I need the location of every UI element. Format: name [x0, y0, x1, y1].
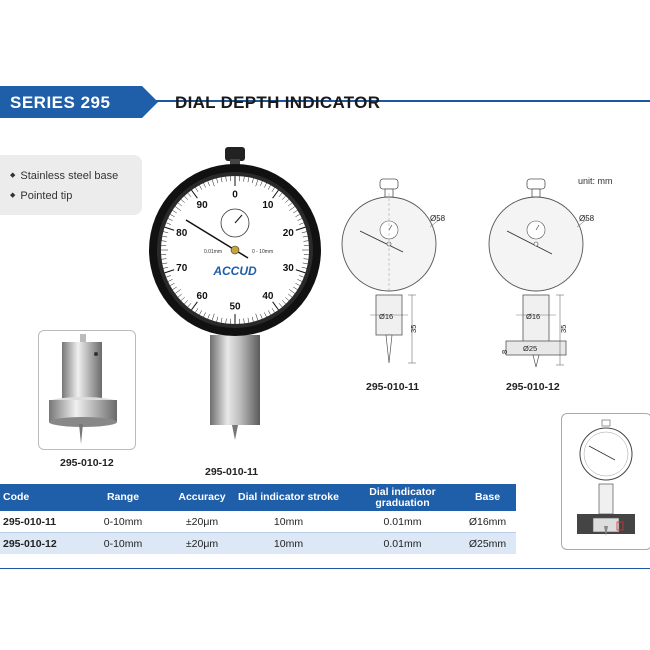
dial-number: 60 — [196, 290, 208, 302]
feature-item: ◆ Pointed tip — [10, 190, 73, 202]
dial-number: 40 — [262, 290, 274, 302]
col-header-base: Base — [459, 484, 516, 511]
cell-range: 0-10mm — [73, 533, 173, 555]
dial-number: 0 — [232, 189, 238, 201]
cell-accuracy: ±20μm — [173, 533, 231, 555]
page-title: DIAL DEPTH INDICATOR — [175, 93, 381, 112]
dim-base-25: Ø25 — [523, 344, 538, 353]
cell-code: 295-010-11 — [0, 511, 73, 533]
drawing-right-caption: 295-010-12 — [506, 381, 560, 393]
col-header-graduation: Dial indicator graduation — [346, 484, 459, 511]
col-header-accuracy: Accuracy — [173, 484, 231, 511]
cell-accuracy: ±20μm — [173, 511, 231, 533]
cell-base: Ø25mm — [459, 533, 516, 555]
spec-table — [0, 484, 516, 554]
col-header-range: Range — [73, 484, 173, 511]
dial-number: 30 — [282, 262, 294, 274]
cell-stroke: 10mm — [231, 533, 346, 555]
base-photo-caption: 295-010-12 — [60, 457, 114, 469]
dim-stem-16: Ø16 — [526, 312, 541, 321]
dim-diameter-58: Ø58 — [430, 214, 446, 223]
usage-illustration — [565, 418, 647, 544]
drawing-left-caption: 295-010-11 — [366, 381, 420, 393]
main-photo-caption: 295-010-11 — [205, 466, 259, 478]
bullet-icon: ◆ — [10, 172, 16, 179]
dim-base-height-8: 8 — [500, 349, 509, 354]
footer-rule — [0, 568, 650, 569]
bullet-icon: ◆ — [10, 192, 16, 199]
table-row — [0, 533, 516, 555]
dial-number: 10 — [262, 200, 274, 212]
dim-height-35: 35 — [559, 324, 568, 333]
feature-item: ◆ Stainless steel base — [10, 170, 119, 182]
col-header-stroke: Dial indicator stroke — [231, 484, 346, 511]
drawing-295-010-12 — [480, 175, 610, 370]
table-header-row — [0, 484, 516, 511]
table-row — [0, 511, 516, 533]
dial-number: 50 — [229, 301, 241, 313]
brand-logo: ACCUD — [213, 264, 257, 278]
dim-diameter-58: Ø58 — [579, 214, 595, 223]
drawing-295-010-11 — [330, 175, 460, 370]
dial-range-text: 0 - 10mm — [252, 249, 274, 255]
cell-graduation: 0.01mm — [346, 533, 459, 555]
unit-note: unit: mm — [578, 176, 613, 186]
dial-number: 90 — [196, 200, 208, 212]
dial-number: 70 — [176, 262, 188, 274]
base-photo — [46, 334, 126, 446]
cell-base: Ø16mm — [459, 511, 516, 533]
dial-indicator-photo — [148, 145, 333, 440]
dial-grad-text: 0.01mm — [204, 249, 223, 255]
series-label: SERIES 295 — [10, 93, 111, 112]
features-box — [0, 155, 142, 215]
dial-number: 80 — [176, 228, 188, 240]
dim-height-35: 35 — [409, 324, 418, 333]
cell-range: 0-10mm — [73, 511, 173, 533]
cell-graduation: 0.01mm — [346, 511, 459, 533]
cell-code: 295-010-12 — [0, 533, 73, 555]
col-header-code: Code — [0, 484, 73, 511]
cell-stroke: 10mm — [231, 511, 346, 533]
dial-number: 20 — [282, 228, 294, 240]
dim-stem-16: Ø16 — [379, 312, 394, 321]
